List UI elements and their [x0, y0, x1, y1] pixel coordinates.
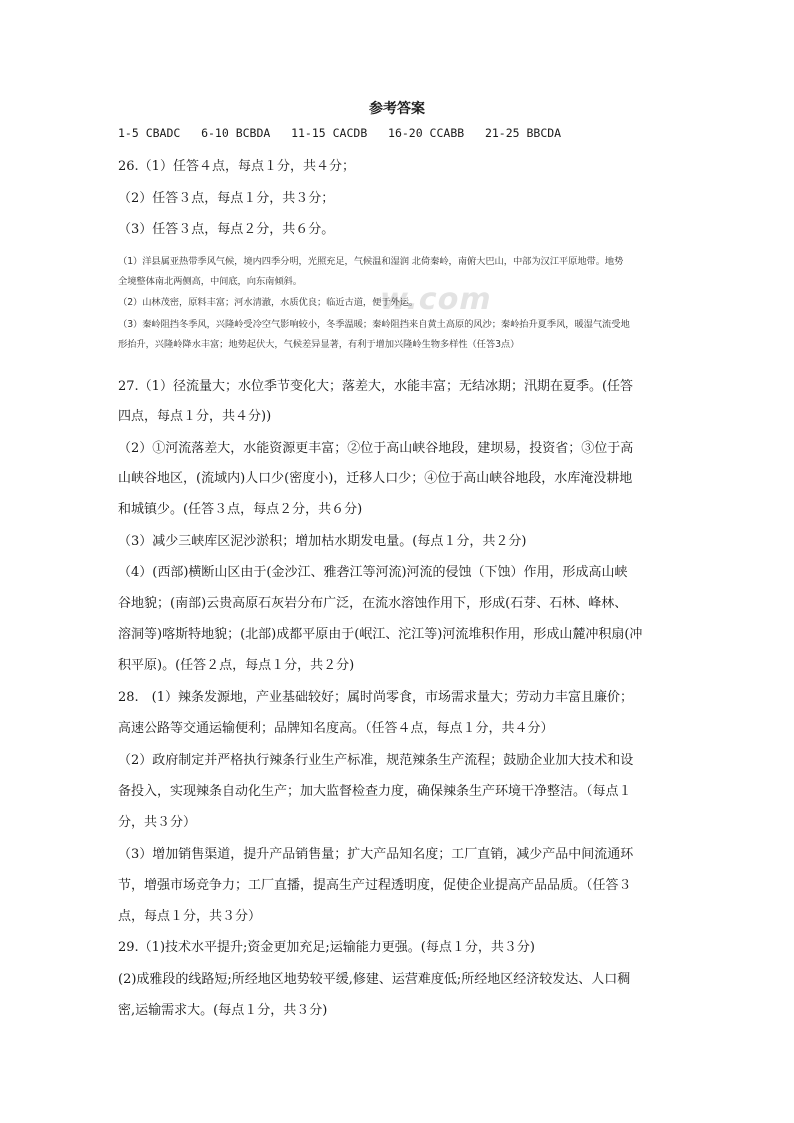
q27-line-7: （4）(西部)横断山区由于(金沙江、雅砻江等河流)河流的侵蚀（下蚀）作用，形成高山峡	[118, 565, 628, 580]
page-title: 参考答案	[369, 101, 425, 117]
q27-line-4: 山峡谷地区，(流域内)人口少(密度小)，迁移人口少；④位于高山峡谷地段，水库淹没耕地	[118, 471, 633, 486]
q29-line-2: (2)成雅段的线路短;所经地区地势较平缓,修建、运营难度低;所经地区经济较发达、人口稠	[118, 972, 631, 987]
q26-scan-line-2: 全境整体南北两侧高，中间底，向东南倾斜。	[118, 276, 302, 287]
choice-answers: 1-5 CBADC 6-10 BCBDA 11-15 CACDB 16-20 CCABB 21-25 BBCDA	[118, 126, 562, 140]
q27-line-9: 溶洞等)喀斯特地貌；(北部)成都平原由于(岷江、沱江等)河流堆积作用，形成山麓冲积扇(冲	[118, 627, 643, 642]
q27-line-10: 积平原)。(任答２点，每点１分，共２分)	[118, 658, 355, 673]
q29-line-1: 29.（1)技术水平提升;资金更加充足;运输能力更强。(每点１分，共３分)	[118, 940, 535, 955]
q27-line-1: 27.（1）径流量大；水位季节变化大；落差大，水能丰富；无结冰期；汛期在夏季。(任答	[118, 379, 634, 394]
q27-line-8: 谷地貌；(南部)云贵高原石灰岩分布广泛，在流水溶蚀作用下，形成(石芽、石林、峰林、	[118, 596, 628, 611]
q28-line-7: 节，增强市场竞争力；工厂直播，提高生产过程透明度，促使企业提高产品品质。（任答３	[118, 878, 632, 893]
q27-line-5: 和城镇少。(任答３点，每点２分，共６分)	[118, 502, 363, 517]
q28-line-8: 点，每点１分，共３分）	[118, 909, 262, 924]
q27-line-6: （3）减少三峡库区泥沙淤积；增加枯水期发电量。(每点１分，共２分)	[118, 534, 527, 549]
q26-scan-line-1: （1）洋县属亚热带季风气候，境内四季分明，光照充足，气候温和湿润 北倚秦岭，南俯大巴山，中部为汉江平原地带。地势	[118, 256, 624, 267]
q28-line-3: （2）政府制定并严格执行辣条行业生产标准，规范辣条生产流程；鼓励企业加大技术和设	[118, 753, 634, 768]
q28-line-5: 分，共３分）	[118, 815, 197, 830]
watermark: w.com	[376, 282, 496, 317]
q29-line-3: 密,运输需求大。(每点１分，共３分)	[118, 1003, 328, 1018]
q26-scan-line-5: 形抬升，兴隆岭降水丰富；地势起伏大，气候差异显著，有利于增加兴隆岭生物多样性（任答3点）	[118, 339, 520, 350]
q26-scan-line-4: （3）秦岭阻挡冬季风，兴隆岭受冷空气影响较小，冬季温暖；秦岭阻挡来自黄土高原的风沙；秦岭抬升夏季风，暖湿气流受地	[118, 319, 630, 330]
q28-line-4: 备投入，实现辣条自动化生产；加大监督检查力度，确保辣条生产环境干净整洁。（每点１	[118, 784, 632, 799]
q26-line-1: 26.（1）任答４点，每点１分，共４分；	[118, 159, 355, 174]
q26-line-2: （2）任答３点，每点１分，共３分；	[118, 191, 335, 206]
q26-line-3: （3）任答３点，每点２分，共６分。	[118, 222, 335, 237]
q28-line-1: 28. (1）辣条发源地，产业基础较好；属时尚零食，市场需求量大；劳动力丰富且廉价；	[118, 690, 634, 705]
q28-line-6: （3）增加销售渠道，提升产品销售量；扩大产品知名度；工厂直销，减少产品中间流通环	[118, 847, 634, 862]
q27-line-2: 四点，每点１分，共４分))	[118, 409, 272, 424]
q28-line-2: 高速公路等交通运输便利；品牌知名度高。（任答４点，每点１分，共４分）	[118, 721, 554, 736]
q27-line-3: （2）①河流落差大，水能资源更丰富；②位于高山峡谷地段，建坝易，投资省；③位于高	[118, 441, 634, 456]
q26-scan-line-3: （2）山林茂密，原料丰富；河水清澈，水质优良；临近古道，便于外运。	[118, 297, 419, 308]
